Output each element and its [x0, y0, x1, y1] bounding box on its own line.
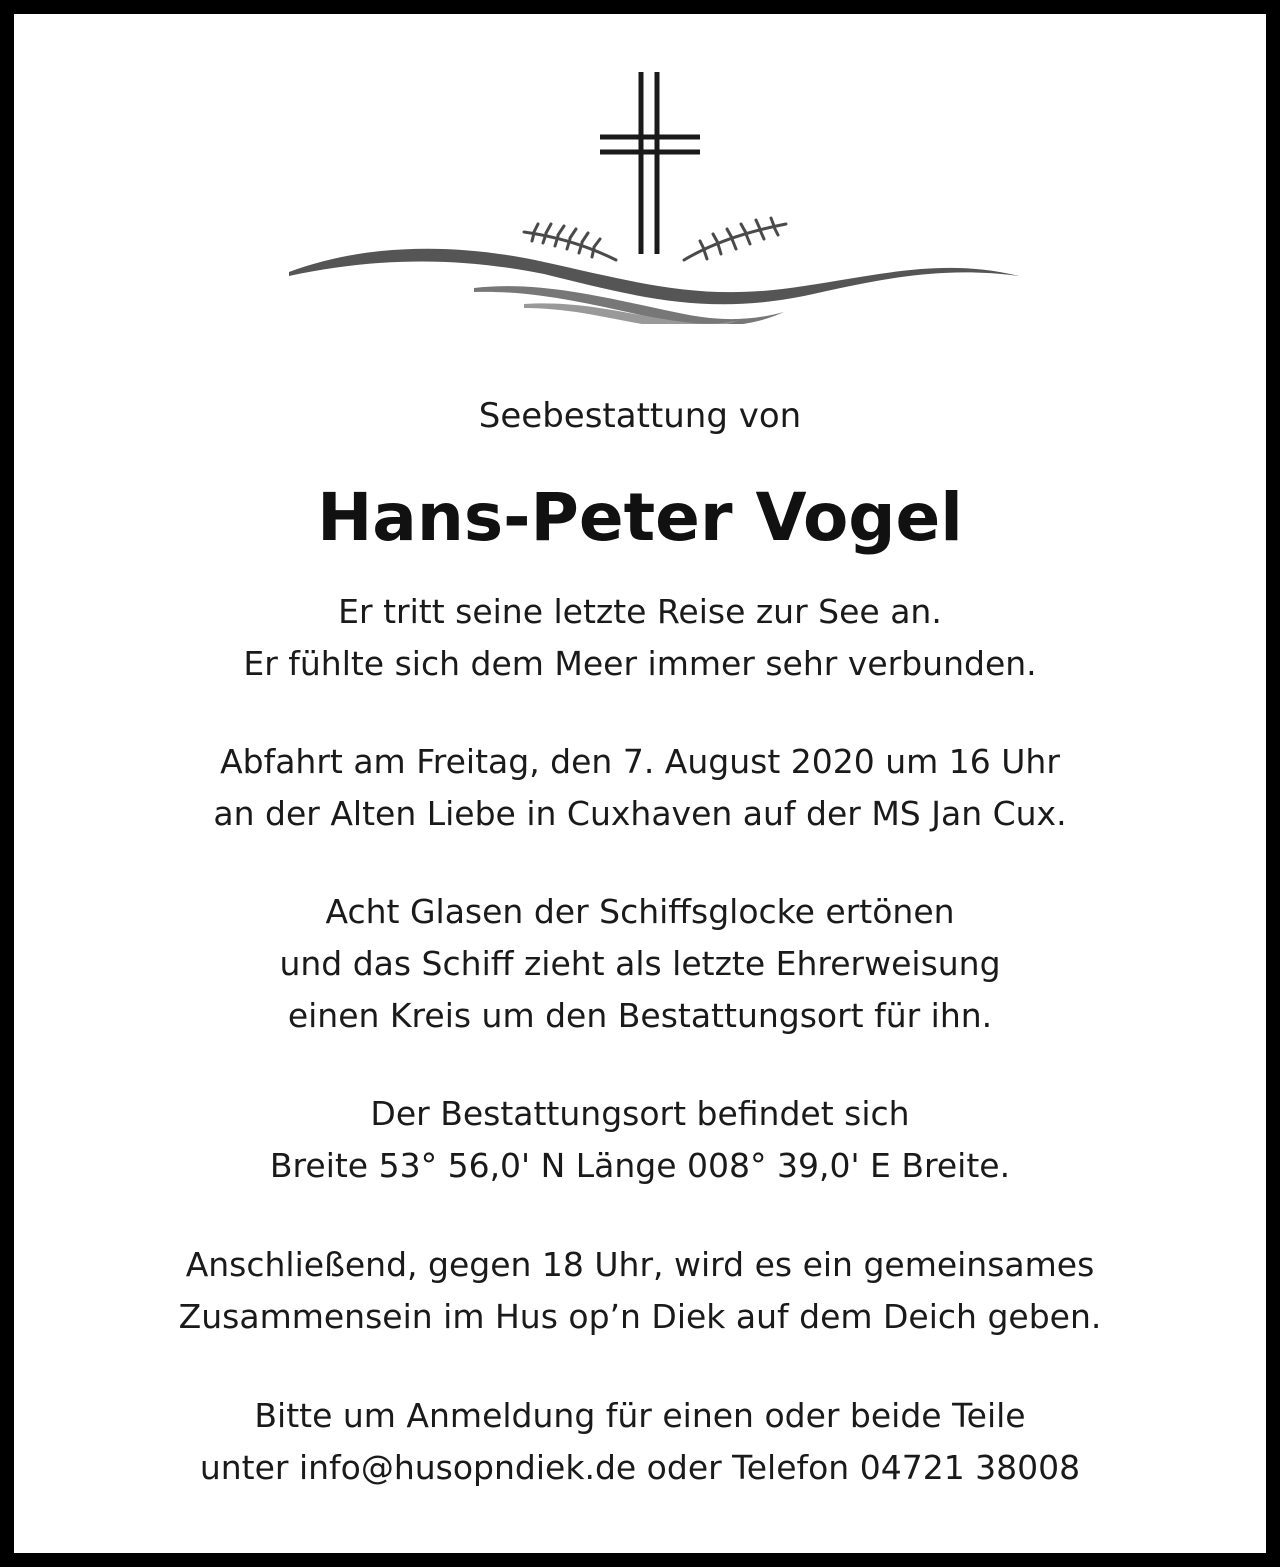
- text-line: einen Kreis um den Bestattungsort für ihn.: [287, 996, 993, 1035]
- text-line: Acht Glasen der Schiffsglocke ertönen: [325, 892, 955, 931]
- waves-icon: [289, 249, 1019, 324]
- text-line: Er tritt seine letzte Reise zur See an.: [338, 592, 942, 631]
- text-line: Er fühlte sich dem Meer immer sehr verbunden.: [243, 644, 1037, 683]
- paragraph-ceremony: [44, 886, 1236, 1042]
- cross-with-palm-leaves-and-waves-icon: [284, 64, 1024, 324]
- text-line: Breite 53° 56,0' N Länge 008° 39,0' E Breite.: [269, 1146, 1011, 1185]
- text-line: Bitte um Anmeldung für einen oder beide Teile: [254, 1396, 1026, 1435]
- deceased-name: Hans-Peter Vogel: [317, 479, 963, 556]
- text-line: Zusammensein im Hus op’n Diek auf dem Deich geben.: [178, 1297, 1102, 1336]
- cross-icon: [600, 72, 700, 254]
- text-line: Anschließend, gegen 18 Uhr, wird es ein gemeinsames: [185, 1245, 1095, 1284]
- paragraph-gathering: [44, 1239, 1236, 1343]
- left-palm-leaf-icon: [524, 224, 616, 260]
- paragraph-last-journey: [44, 586, 1236, 690]
- right-palm-leaf-icon: [684, 218, 786, 260]
- text-line: an der Alten Liebe in Cuxhaven auf der MS Jan Cux.: [213, 794, 1067, 833]
- text-line: unter info@husopndiek.de oder Telefon 04721 38008: [199, 1448, 1081, 1487]
- text-line: Abfahrt am Freitag, den 7. August 2020 um 16 Uhr: [220, 742, 1060, 781]
- paragraph-registration: [44, 1390, 1236, 1494]
- text-line: und das Schiff zieht als letzte Ehrerweisung: [279, 944, 1001, 983]
- paragraph-burial-location: [44, 1088, 1236, 1192]
- intro-line: Seebestattung von: [478, 396, 802, 436]
- text-line: Der Bestattungsort befindet sich: [370, 1094, 910, 1133]
- paragraph-departure: [44, 736, 1236, 840]
